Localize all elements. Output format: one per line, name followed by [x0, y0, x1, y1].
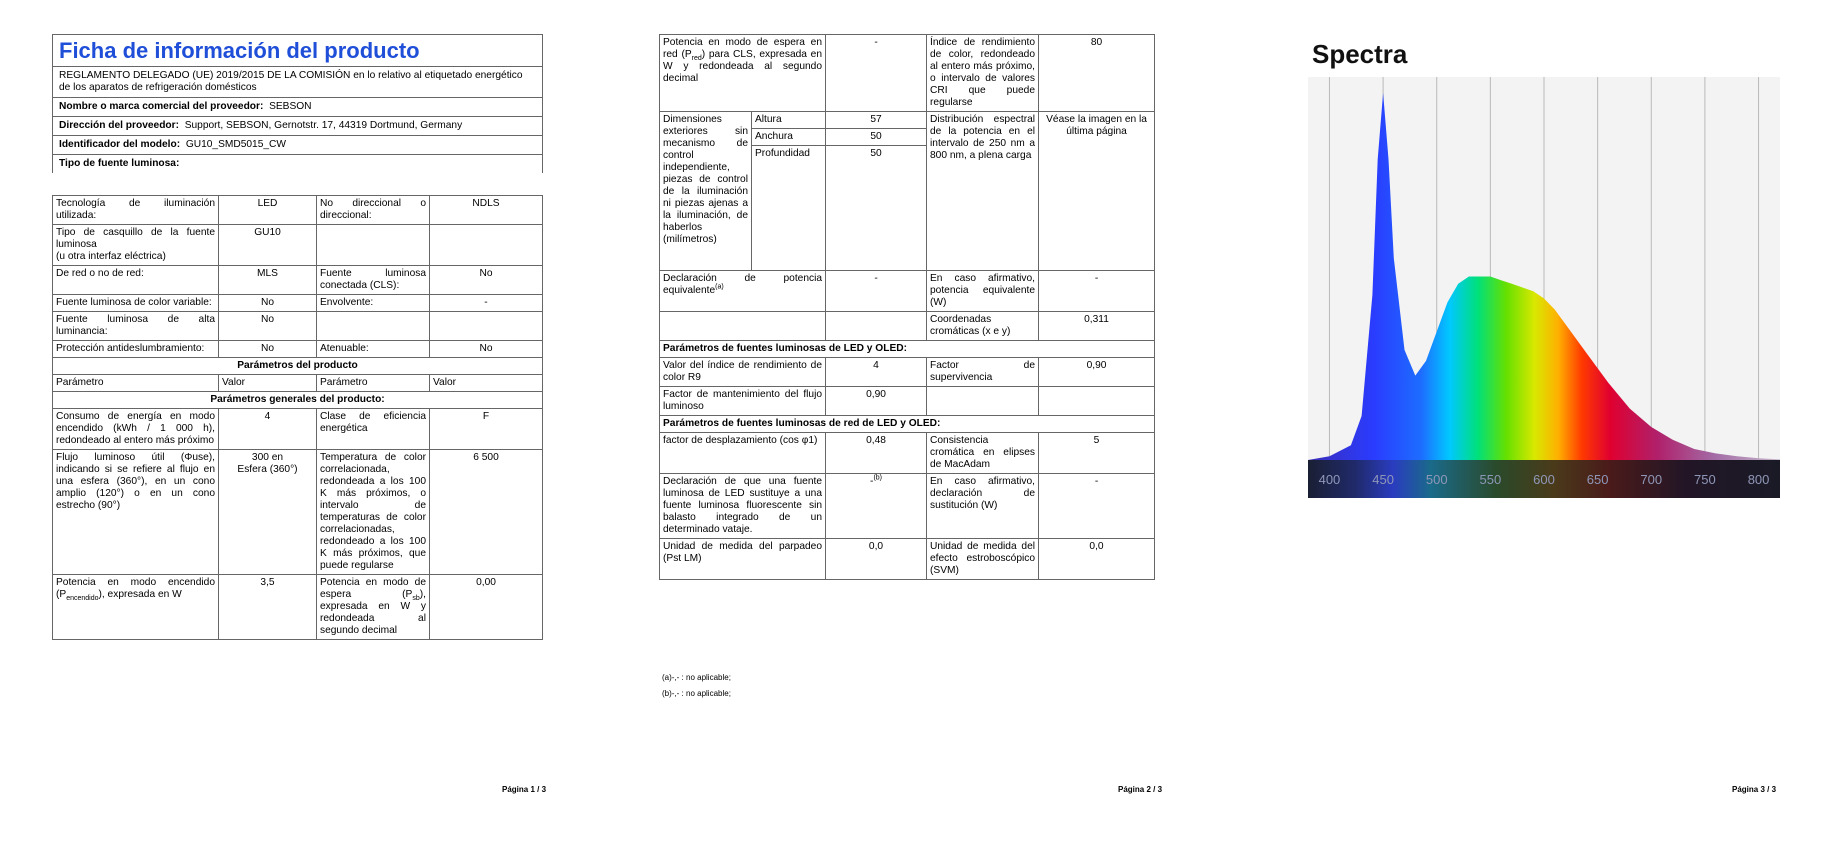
table-row [660, 312, 1155, 341]
tick-label-500: 500 [1425, 472, 1448, 487]
cell-value: LED [219, 196, 317, 225]
table-row [660, 271, 1155, 312]
table-row [53, 341, 543, 358]
cell-value: - [826, 271, 927, 312]
cell-value: F [430, 409, 543, 450]
table-row [660, 112, 1155, 129]
cap-label-1: Tipo de casquillo de la fuente luminosa [56, 227, 215, 250]
cell-label: Fuente luminosa conectada (CLS): [317, 266, 430, 295]
cell-label: Fuente luminosa de alta luminancia: [53, 312, 219, 341]
replace-sup: (b) [873, 474, 882, 482]
table-row [660, 539, 1155, 580]
cell-value: 50 [826, 129, 927, 146]
cell-value: 57 [826, 112, 927, 129]
tick-label-650: 650 [1586, 472, 1609, 487]
cell-value: 0,311 [1039, 312, 1155, 341]
cell-label: Dimensiones exteriores sin mecanismo de control independiente, piezas de control de la iluminación ni piezas ajenas a la iluminación, de haberlos (milímetros) [660, 112, 752, 271]
cell-value: 0,0 [1039, 539, 1155, 580]
pnet-label-sub: red [691, 55, 702, 63]
cell-label: Coordenadas cromáticas (x e y) [927, 312, 1039, 341]
cell-empty [317, 312, 430, 341]
table-row [660, 35, 1155, 112]
cell-value: - [1039, 271, 1155, 312]
regulation-text: REGLAMENTO DELEGADO (UE) 2019/2015 DE LA COMISIÓN en lo relativo al etiquetado energético de los aparatos de refrigeración domésticos [53, 66, 542, 97]
cell-value: 3,5 [219, 575, 317, 640]
cell-label: Protección antideslumbramiento: [53, 341, 219, 358]
tick-label-700: 700 [1640, 472, 1663, 487]
cell-label: Consistencia cromática en elipses de MacAdam [927, 433, 1039, 474]
cell-value: Véase la imagen en la última página [1039, 112, 1155, 271]
cell-value: GU10 [219, 225, 317, 266]
cell-value: 4 [826, 358, 927, 387]
table-row [660, 387, 1155, 416]
cell-value: 0,0 [826, 539, 927, 580]
cell-empty [317, 225, 430, 266]
section-heading: Parámetros generales del producto: [53, 392, 543, 409]
footnote-b: (b)-,- : no aplicable; [662, 689, 731, 698]
table-row [53, 266, 543, 295]
cell-label: Anchura [752, 129, 826, 146]
cell-label: Atenuable: [317, 341, 430, 358]
column-header: Parámetro [317, 375, 430, 392]
tick-label-550: 550 [1479, 472, 1502, 487]
cell-label: Consumo de energía en modo encendido (kWh / 1 000 h), redondeado al entero más próximo [53, 409, 219, 450]
pnet-label-b: ) para CLS, expresada en W y redondeada al segundo decimal [663, 49, 823, 84]
cell-empty [826, 312, 927, 341]
supplier-value: SEBSON [269, 101, 312, 112]
cell-label: No direccional o direccional: [317, 196, 430, 225]
cell-label: Clase de eficiencia energética [317, 409, 430, 450]
flux-value-2: Esfera (360°) [237, 464, 298, 475]
cell-label: Factor de supervivencia [927, 358, 1039, 387]
table-row [53, 225, 543, 266]
table-row [660, 416, 1155, 433]
cell-label: Unidad de medida del parpadeo (Pst LM) [660, 539, 826, 580]
product-params-table-p1 [52, 195, 543, 640]
table-row [660, 474, 1155, 539]
cell-label: Profundidad [752, 146, 826, 271]
cell-label: De red o no de red: [53, 266, 219, 295]
cell-label: Temperatura de color correlacionada, redondeada a los 100 K más próximos, o intervalo de temperaturas de color correlacionadas, redondeado a los 100 K más próximos, que puede regularse [317, 450, 430, 575]
cell-value: 80 [1039, 35, 1155, 112]
model-line [53, 135, 542, 154]
cell-empty [430, 225, 543, 266]
cell-value: - [430, 295, 543, 312]
section-heading: Parámetros de fuentes luminosas de red de LED y OLED: [660, 416, 1155, 433]
pon-label-sub: encendido [66, 595, 99, 603]
page-number: Página 2 / 3 [1118, 785, 1163, 794]
tick-label-450: 450 [1372, 472, 1394, 487]
supplier-label: Nombre o marca comercial del proveedor: [59, 101, 264, 112]
address-line [53, 116, 542, 135]
page-title: Ficha de información del producto [59, 38, 420, 63]
pnet-label-a: Potencia en modo de espera en red (P [663, 37, 823, 60]
equiv-sup: (a) [715, 283, 724, 291]
equiv-label: Declaración de potencia equivalente [663, 273, 823, 296]
cell-label: Índice de rendimiento de color, redondeado al entero más próximo, o intervalo de valores CRI que puede regularse [927, 35, 1039, 112]
cell-empty [660, 312, 826, 341]
model-value: GU10_SMD5015_CW [185, 139, 287, 150]
cell-value: - [826, 35, 927, 112]
column-header: Valor [430, 375, 543, 392]
flux-value-1: 300 en [251, 452, 284, 463]
cell-empty [1039, 387, 1155, 416]
psb-label-b: ), expresada en W y redondeada al segundo decimal [320, 589, 426, 636]
cell-label: Valor del índice de rendimiento de color R9 [660, 358, 826, 387]
cap-label-2: (u otra interfaz eléctrica) [56, 251, 166, 262]
supplier-line [53, 97, 542, 116]
tick-label-800: 800 [1747, 472, 1770, 487]
column-header: Valor [219, 375, 317, 392]
section-heading: Parámetros de fuentes luminosas de LED y OLED: [660, 341, 1155, 358]
table-row [53, 450, 543, 575]
page-2 [610, 0, 1220, 842]
page-number: Página 1 / 3 [502, 785, 547, 794]
cell-value: No [219, 341, 317, 358]
tick-label-400: 400 [1318, 472, 1341, 487]
cell-value: 0,48 [826, 433, 927, 474]
table-row [53, 295, 543, 312]
cell-label [53, 225, 219, 266]
light-source-type-label: Tipo de fuente luminosa: [53, 154, 542, 173]
cell-value: No [430, 266, 543, 295]
replace-value: - [870, 476, 874, 487]
cell-label: factor de desplazamiento (cos φ1) [660, 433, 826, 474]
cell-value: 0,90 [826, 387, 927, 416]
cell-value: MLS [219, 266, 317, 295]
cell-empty [927, 387, 1039, 416]
table-row [660, 341, 1155, 358]
cell-value: 6 500 [430, 450, 543, 575]
table-row [53, 312, 543, 341]
cell-label: En caso afirmativo, potencia equivalente (W) [927, 271, 1039, 312]
pon-label-b: ), expresada en W [98, 589, 182, 600]
cell-value: No [430, 341, 543, 358]
cell-value: No [219, 295, 317, 312]
cell-value: 4 [219, 409, 317, 450]
table-row [53, 375, 543, 392]
cell-value: - [1039, 474, 1155, 539]
footnote-a: (a)-,- : no aplicable; [662, 673, 731, 682]
cell-label: Envolvente: [317, 295, 430, 312]
address-label: Dirección del proveedor: [59, 120, 180, 131]
table-row [660, 358, 1155, 387]
page-3 [1220, 0, 1827, 842]
cell-empty [430, 312, 543, 341]
table-row [53, 358, 543, 375]
page-1 [0, 0, 610, 842]
cell-value: 0,00 [430, 575, 543, 640]
cell-label: Tecnología de iluminación utilizada: [53, 196, 219, 225]
cell-label [53, 575, 219, 640]
cell-label: Unidad de medida del efecto estroboscópico (SVM) [927, 539, 1039, 580]
cell-label: En caso afirmativo, declaración de sustitución (W) [927, 474, 1039, 539]
chart-title: Spectra [1312, 39, 1408, 69]
cell-label [660, 35, 826, 112]
spectra-chart [1286, 35, 1770, 505]
cell-label: Factor de mantenimiento del flujo luminoso [660, 387, 826, 416]
cell-value: NDLS [430, 196, 543, 225]
product-info-header [52, 34, 543, 173]
cell-label [660, 271, 826, 312]
cell-value: No [219, 312, 317, 341]
column-header: Parámetro [53, 375, 219, 392]
cell-value [219, 450, 317, 575]
cell-value [826, 474, 927, 539]
model-label: Identificador del modelo: [59, 139, 181, 150]
table-row [53, 196, 543, 225]
table-row [53, 575, 543, 640]
pon-label-a: Potencia en modo encendido (P [56, 577, 215, 600]
table-row [53, 392, 543, 409]
cell-label [317, 575, 430, 640]
cell-label: Declaración de que una fuente luminosa de LED sustituye a una fuente luminosa fluorescente sin balasto integrado de un determinado vataje. [660, 474, 826, 539]
cell-label: Altura [752, 112, 826, 129]
cell-value: 5 [1039, 433, 1155, 474]
cell-value: 50 [826, 146, 927, 271]
table-row [53, 409, 543, 450]
table-row [660, 433, 1155, 474]
cell-value: 0,90 [1039, 358, 1155, 387]
cell-label: Fuente luminosa de color variable: [53, 295, 219, 312]
psb-label-sub: sb [412, 595, 420, 603]
address-value: Support, SEBSON, Gernotstr. 17, 44319 Dortmund, Germany [184, 120, 463, 131]
tick-label-600: 600 [1533, 472, 1555, 487]
page-number: Página 3 / 3 [1732, 785, 1777, 794]
section-heading: Parámetros del producto [53, 358, 543, 375]
product-params-table-p2 [659, 34, 1155, 580]
cell-label: Flujo luminoso útil (Φuse), indicando si se refiere al flujo en una esfera (360°), en un cono amplio (120°) o en un cono estrecho (90°) [53, 450, 219, 575]
tick-label-750: 750 [1694, 472, 1716, 487]
cell-label: Distribución espectral de la potencia en el intervalo de 250 nm a 800 nm, a plena carga [927, 112, 1039, 271]
tick-labels [1319, 472, 1770, 487]
psb-label-a: Potencia en modo de espera (P [320, 577, 426, 600]
